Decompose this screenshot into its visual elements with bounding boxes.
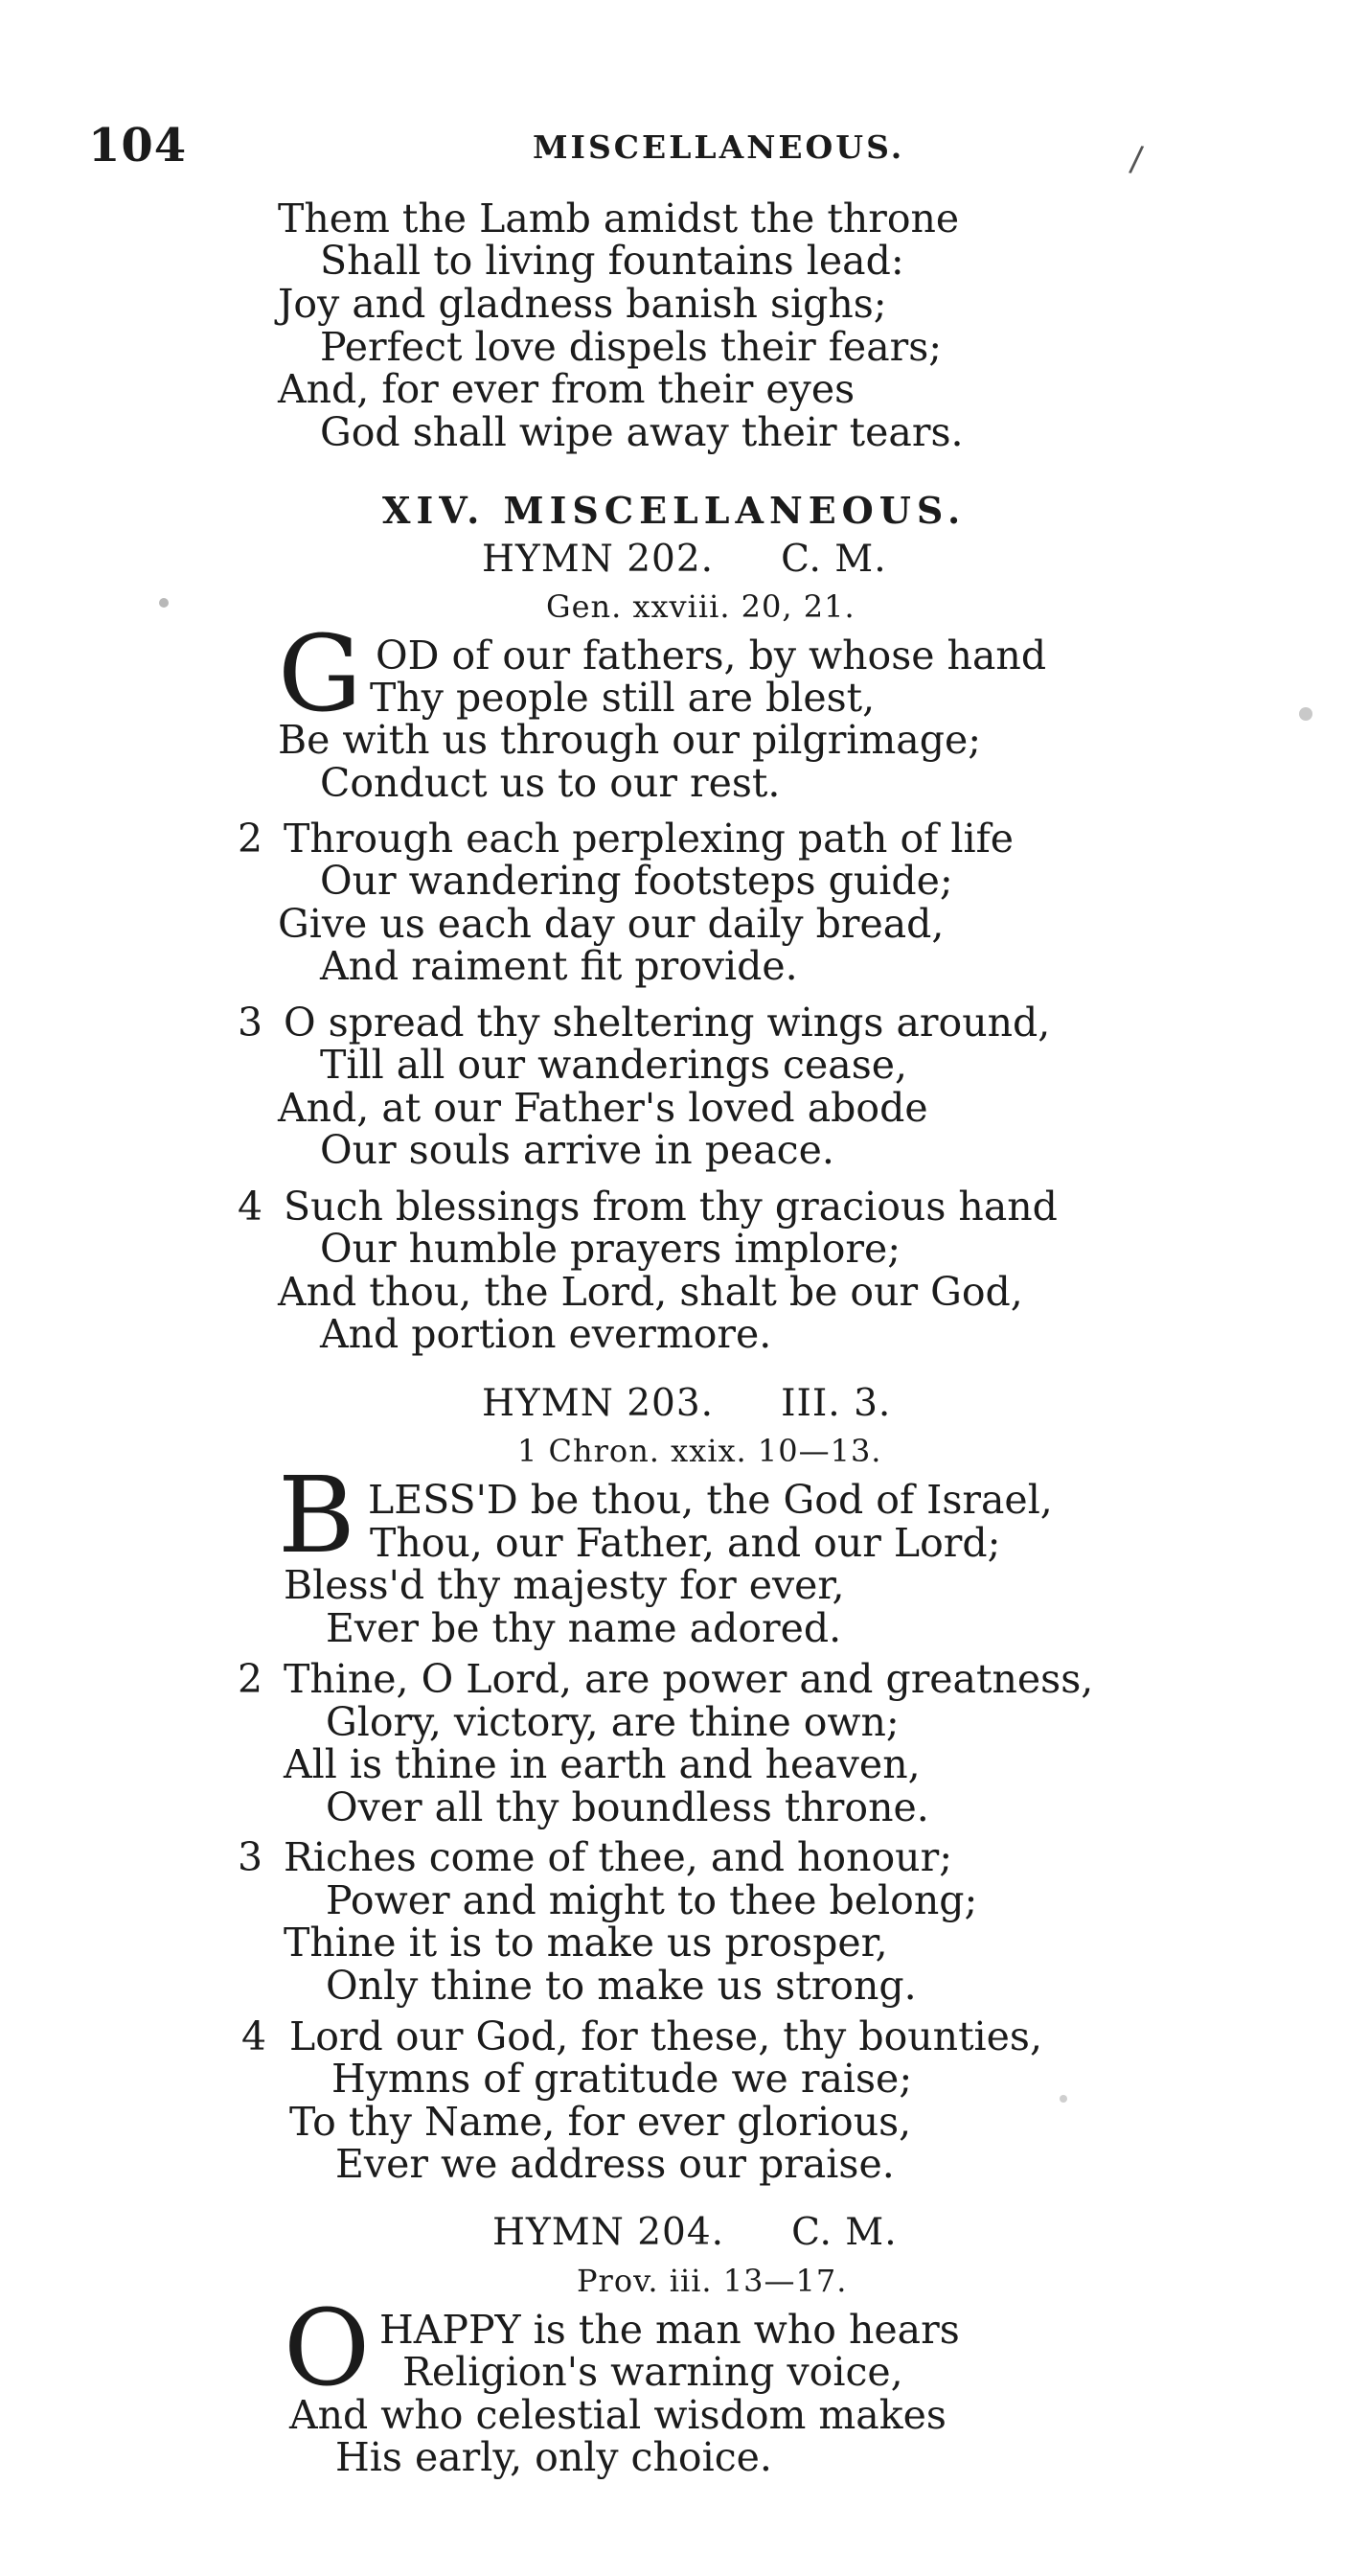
- verse-line: Our wandering footsteps guide;: [320, 858, 953, 904]
- verse-line: Thou, our Father, and our Lord;: [370, 1520, 1001, 1566]
- verse-line: O spread thy sheltering wings around,: [284, 1000, 1051, 1046]
- verse-line: All is thine in earth and heaven,: [284, 1741, 921, 1787]
- drop-cap: O: [284, 2287, 371, 2409]
- verse-line: Our souls arrive in peace.: [320, 1127, 834, 1173]
- verse-line: Bless'd thy majesty for ever,: [284, 1562, 845, 1608]
- verse-line: Only thine to make us strong.: [326, 1963, 917, 2009]
- verse-line: And raiment fit provide.: [320, 943, 798, 989]
- verse-line: Hymns of gratitude we raise;: [331, 2056, 913, 2102]
- verse-line: Them the Lamb amidst the throne: [278, 196, 960, 242]
- scripture-reference: Prov. iii. 13—17.: [577, 2263, 848, 2299]
- verse-line: Thine, O Lord, are power and greatness,: [284, 1656, 1094, 1702]
- verse-line: Thine it is to make us prosper,: [284, 1920, 888, 1966]
- verse-line: And, at our Father's loved abode: [278, 1085, 928, 1131]
- hymn-heading: [492, 2211, 898, 2254]
- verse-line: And, for ever from their eyes: [278, 366, 856, 412]
- verse-line: Perfect love dispels their fears;: [320, 324, 943, 370]
- verse-line: Religion's warning voice,: [402, 2349, 903, 2395]
- hymn-number: HYMN 203.: [482, 1382, 715, 1425]
- verse-line: Ever be thy name adored.: [326, 1605, 842, 1651]
- verse-line: Lord our God, for these, thy bounties,: [289, 2013, 1043, 2059]
- drop-cap: B: [278, 1454, 355, 1576]
- section-heading: XIV. MISCELLANEOUS.: [382, 489, 967, 532]
- page-number: 104: [88, 119, 188, 172]
- verse-line: Till all our wanderings cease,: [320, 1042, 908, 1088]
- verse-line: OD of our fathers, by whose hand: [376, 632, 1047, 678]
- verse-line: Conduct us to our rest.: [320, 760, 781, 806]
- verse-line: And portion evermore.: [320, 1311, 772, 1357]
- paper-speck: [159, 598, 169, 608]
- verse-line: LESS'D be thou, the God of Israel,: [368, 1477, 1053, 1523]
- verse-line: Over all thy boundless throne.: [326, 1784, 929, 1830]
- verse-number: 4: [238, 1184, 263, 1230]
- drop-cap: G: [278, 612, 362, 735]
- verse-number: 2: [238, 1656, 263, 1702]
- verse-line: Be with us through our pilgrimage;: [278, 717, 982, 763]
- hymn-meter: C. M.: [791, 2211, 898, 2254]
- verse-line: Such blessings from thy gracious hand: [284, 1184, 1058, 1230]
- hymn-heading: [482, 538, 887, 581]
- verse-line: Riches come of thee, and honour;: [284, 1834, 953, 1880]
- verse-line: And thou, the Lord, shalt be our God,: [278, 1269, 1023, 1315]
- verse-line: Glory, victory, are thine own;: [326, 1699, 900, 1745]
- running-head: MISCELLANEOUS.: [533, 128, 905, 166]
- verse-line: And who celestial wisdom makes: [289, 2392, 947, 2438]
- verse-line: Through each perplexing path of life: [284, 816, 1015, 862]
- verse-line: Power and might to thee belong;: [326, 1877, 978, 1923]
- hymn-meter: C. M.: [781, 538, 887, 581]
- hymn-number: HYMN 204.: [492, 2211, 725, 2254]
- verse-line: Thy people still are blest,: [370, 675, 876, 721]
- verse-line: Joy and gladness banish sighs;: [278, 281, 887, 327]
- verse-line: HAPPY is the man who hears: [379, 2307, 960, 2353]
- verse-number: 2: [238, 816, 263, 862]
- scripture-reference: 1 Chron. xxix. 10—13.: [517, 1433, 882, 1469]
- verse-number: 4: [241, 2013, 267, 2059]
- hymn-number: HYMN 202.: [482, 538, 715, 581]
- verse-line: His early, only choice.: [335, 2434, 772, 2480]
- verse-line: God shall wipe away their tears.: [320, 409, 964, 455]
- verse-number: 3: [238, 1834, 263, 1880]
- verse-number: 3: [238, 1000, 263, 1046]
- verse-line: To thy Name, for ever glorious,: [289, 2099, 912, 2145]
- scripture-reference: Gen. xxviii. 20, 21.: [546, 588, 856, 625]
- verse-line: Shall to living fountains lead:: [320, 238, 904, 284]
- paper-speck: [1299, 707, 1312, 721]
- paper-speck: [1060, 2095, 1067, 2103]
- verse-line: Give us each day our daily bread,: [278, 901, 945, 947]
- verse-line: Our humble prayers implore;: [320, 1226, 901, 1272]
- verse-line: Ever we address our praise.: [335, 2141, 895, 2187]
- hymn-meter: III. 3.: [781, 1382, 892, 1425]
- stray-pen-mark: /: [1128, 139, 1145, 180]
- hymn-heading: [482, 1382, 891, 1425]
